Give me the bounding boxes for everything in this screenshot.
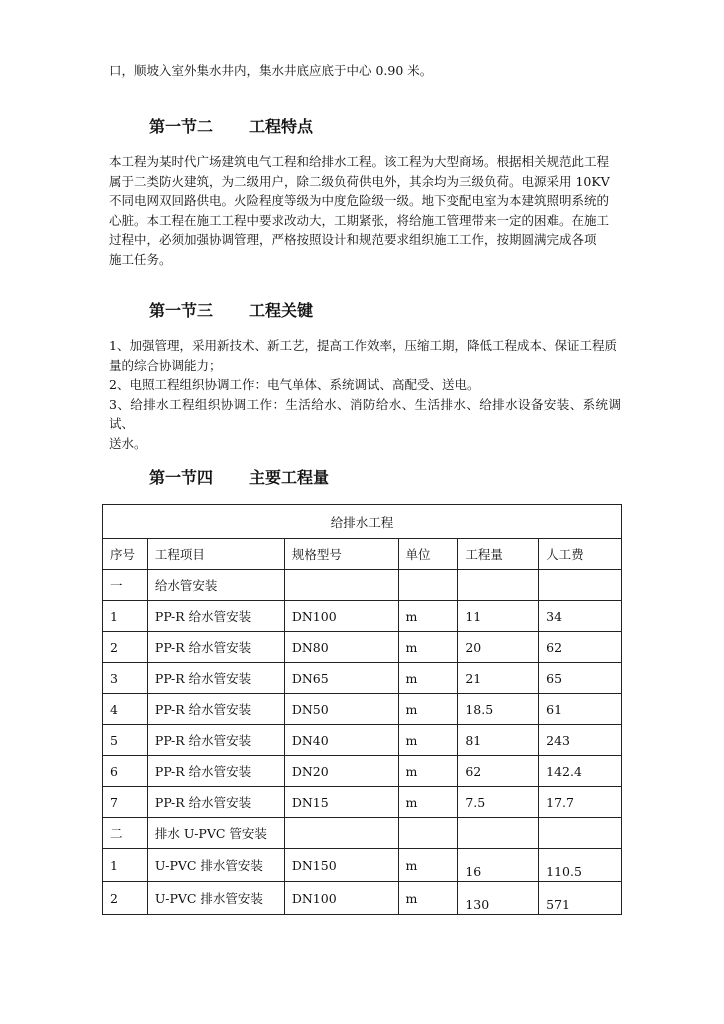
unit-cell: m — [398, 601, 458, 632]
item-name-cell: PP-R 给水管安装 — [147, 663, 284, 694]
section-number: 第一节三 — [149, 301, 214, 320]
paragraph-line: 不同电网双回路供电。火险程度等级为中度危险级一级。地下变配电室为本建筑照明系统的 — [109, 193, 610, 208]
labor-cost-cell: 61 — [539, 694, 622, 725]
spec-model-cell — [284, 818, 398, 849]
item-name-cell: PP-R 给水管安装 — [147, 694, 284, 725]
section-heading-features — [149, 117, 313, 137]
unit-cell: m — [398, 632, 458, 663]
item-name-cell: PP-R 给水管安装 — [147, 756, 284, 787]
paragraph-line: 3、给排水工程组织协调工作：生活给水、消防给水、生活排水、给排水设备安装、系统调试、 — [109, 396, 621, 431]
section-title: 工程特点 — [249, 117, 314, 136]
column-header: 序号 — [103, 539, 148, 570]
quantity-cell: 11 — [458, 601, 539, 632]
unit-cell: m — [398, 663, 458, 694]
unit-cell: m — [398, 694, 458, 725]
paragraph-line: 量的综合协调能力； — [109, 357, 222, 373]
paragraph-key-points — [109, 336, 621, 453]
quantity-cell: 16 — [458, 849, 539, 882]
labor-cost-cell: 571 — [539, 882, 622, 915]
spec-model-cell: DN20 — [284, 756, 398, 787]
section-number: 第一节二 — [149, 117, 214, 136]
spec-model-cell: DN50 — [284, 694, 398, 725]
paragraph-line: 本工程为某时代广场建筑电气工程和给排水工程。该工程为大型商场。根据相关规范此工程 — [109, 154, 610, 169]
spec-model-cell — [284, 570, 398, 601]
section-heading-key-points — [149, 301, 313, 321]
labor-cost-cell — [539, 570, 622, 601]
quantity-cell — [458, 570, 539, 601]
table-row — [103, 756, 622, 787]
spec-model-cell: DN65 — [284, 663, 398, 694]
table-header-row — [103, 539, 622, 570]
paragraph-line: 送水。 — [109, 435, 147, 451]
labor-cost-cell: 110.5 — [539, 849, 622, 882]
spec-model-cell: DN100 — [284, 882, 398, 915]
labor-cost-cell: 62 — [539, 632, 622, 663]
table-row — [103, 818, 622, 849]
paragraph-line: 心脏。本工程在施工工程中要求改动大，工期紧张，将给施工管理带来一定的困难。在施工 — [109, 212, 610, 228]
column-header: 工程量 — [458, 539, 539, 570]
table-row — [103, 601, 622, 632]
column-header: 规格型号 — [284, 539, 398, 570]
unit-cell — [398, 570, 458, 601]
table-row — [103, 694, 622, 725]
row-number-cell: 一 — [103, 570, 148, 601]
row-number-cell: 5 — [103, 725, 148, 756]
table-row — [103, 787, 622, 818]
labor-cost-cell: 34 — [539, 601, 622, 632]
spec-model-cell: DN100 — [284, 601, 398, 632]
section-number: 第一节四 — [149, 468, 214, 487]
table-row — [103, 849, 622, 882]
spec-model-cell: DN80 — [284, 632, 398, 663]
unit-cell: m — [398, 882, 458, 915]
column-header: 单位 — [398, 539, 458, 570]
table-row — [103, 570, 622, 601]
table-caption-row — [103, 505, 622, 539]
spec-model-cell: DN40 — [284, 725, 398, 756]
table-row — [103, 632, 622, 663]
quantity-cell: 7.5 — [458, 787, 539, 818]
row-number-cell: 二 — [103, 818, 148, 849]
labor-cost-cell — [539, 818, 622, 849]
table-row — [103, 725, 622, 756]
item-name-cell: U-PVC 排水管安装 — [147, 849, 284, 882]
quantity-cell: 20 — [458, 632, 539, 663]
row-number-cell: 4 — [103, 694, 148, 725]
section-heading-quantities — [149, 468, 329, 488]
table-caption: 给排水工程 — [103, 505, 622, 539]
quantity-cell: 62 — [458, 756, 539, 787]
labor-cost-cell: 65 — [539, 663, 622, 694]
paragraph-line: 过程中，必须加强协调管理，严格按照设计和规范要求组织施工工作，按期圆满完成各项 — [109, 232, 597, 247]
paragraph-line: 2、电照工程组织协调工作：电气单体、系统调试、高配受、送电。 — [109, 377, 480, 392]
spec-model-cell: DN15 — [284, 787, 398, 818]
item-name-cell: PP-R 给水管安装 — [147, 632, 284, 663]
column-header: 工程项目 — [147, 539, 284, 570]
table-row — [103, 663, 622, 694]
section-title: 工程关键 — [249, 301, 314, 320]
quantity-cell: 81 — [458, 725, 539, 756]
unit-cell — [398, 818, 458, 849]
quantities-table — [102, 504, 622, 915]
item-name-cell: PP-R 给水管安装 — [147, 725, 284, 756]
row-number-cell: 3 — [103, 663, 148, 694]
paragraph-features — [109, 152, 621, 269]
table-row — [103, 882, 622, 915]
quantity-cell — [458, 818, 539, 849]
spec-model-cell: DN150 — [284, 849, 398, 882]
section-title: 主要工程量 — [249, 468, 330, 487]
intro-fragment: 口，顺坡入室外集水井内，集水井底应底于中心 0.90 米。 — [109, 63, 433, 78]
column-header: 人工费 — [539, 539, 622, 570]
item-name-cell: 给水管安装 — [147, 570, 284, 601]
quantity-cell: 130 — [458, 882, 539, 915]
unit-cell: m — [398, 849, 458, 882]
item-name-cell: 排水 U-PVC 管安装 — [147, 818, 284, 849]
item-name-cell: PP-R 给水管安装 — [147, 787, 284, 818]
unit-cell: m — [398, 725, 458, 756]
row-number-cell: 6 — [103, 756, 148, 787]
paragraph-line: 1、加强管理，采用新技术、新工艺，提高工作效率，压缩工期，降低工程成本、保证工程质 — [109, 338, 617, 353]
labor-cost-cell: 243 — [539, 725, 622, 756]
quantity-cell: 21 — [458, 663, 539, 694]
item-name-cell: PP-R 给水管安装 — [147, 601, 284, 632]
item-name-cell: U-PVC 排水管安装 — [147, 882, 284, 915]
quantity-cell: 18.5 — [458, 694, 539, 725]
paragraph-line: 施工任务。 — [109, 251, 172, 267]
row-number-cell: 2 — [103, 632, 148, 663]
row-number-cell: 2 — [103, 882, 148, 915]
paragraph-line: 属于二类防火建筑，为二级用户，除二级负荷供电外，其余均为三级负荷。电源采用 10KV — [109, 173, 610, 189]
row-number-cell: 1 — [103, 601, 148, 632]
labor-cost-cell: 142.4 — [539, 756, 622, 787]
labor-cost-cell: 17.7 — [539, 787, 622, 818]
row-number-cell: 1 — [103, 849, 148, 882]
unit-cell: m — [398, 787, 458, 818]
unit-cell: m — [398, 756, 458, 787]
row-number-cell: 7 — [103, 787, 148, 818]
